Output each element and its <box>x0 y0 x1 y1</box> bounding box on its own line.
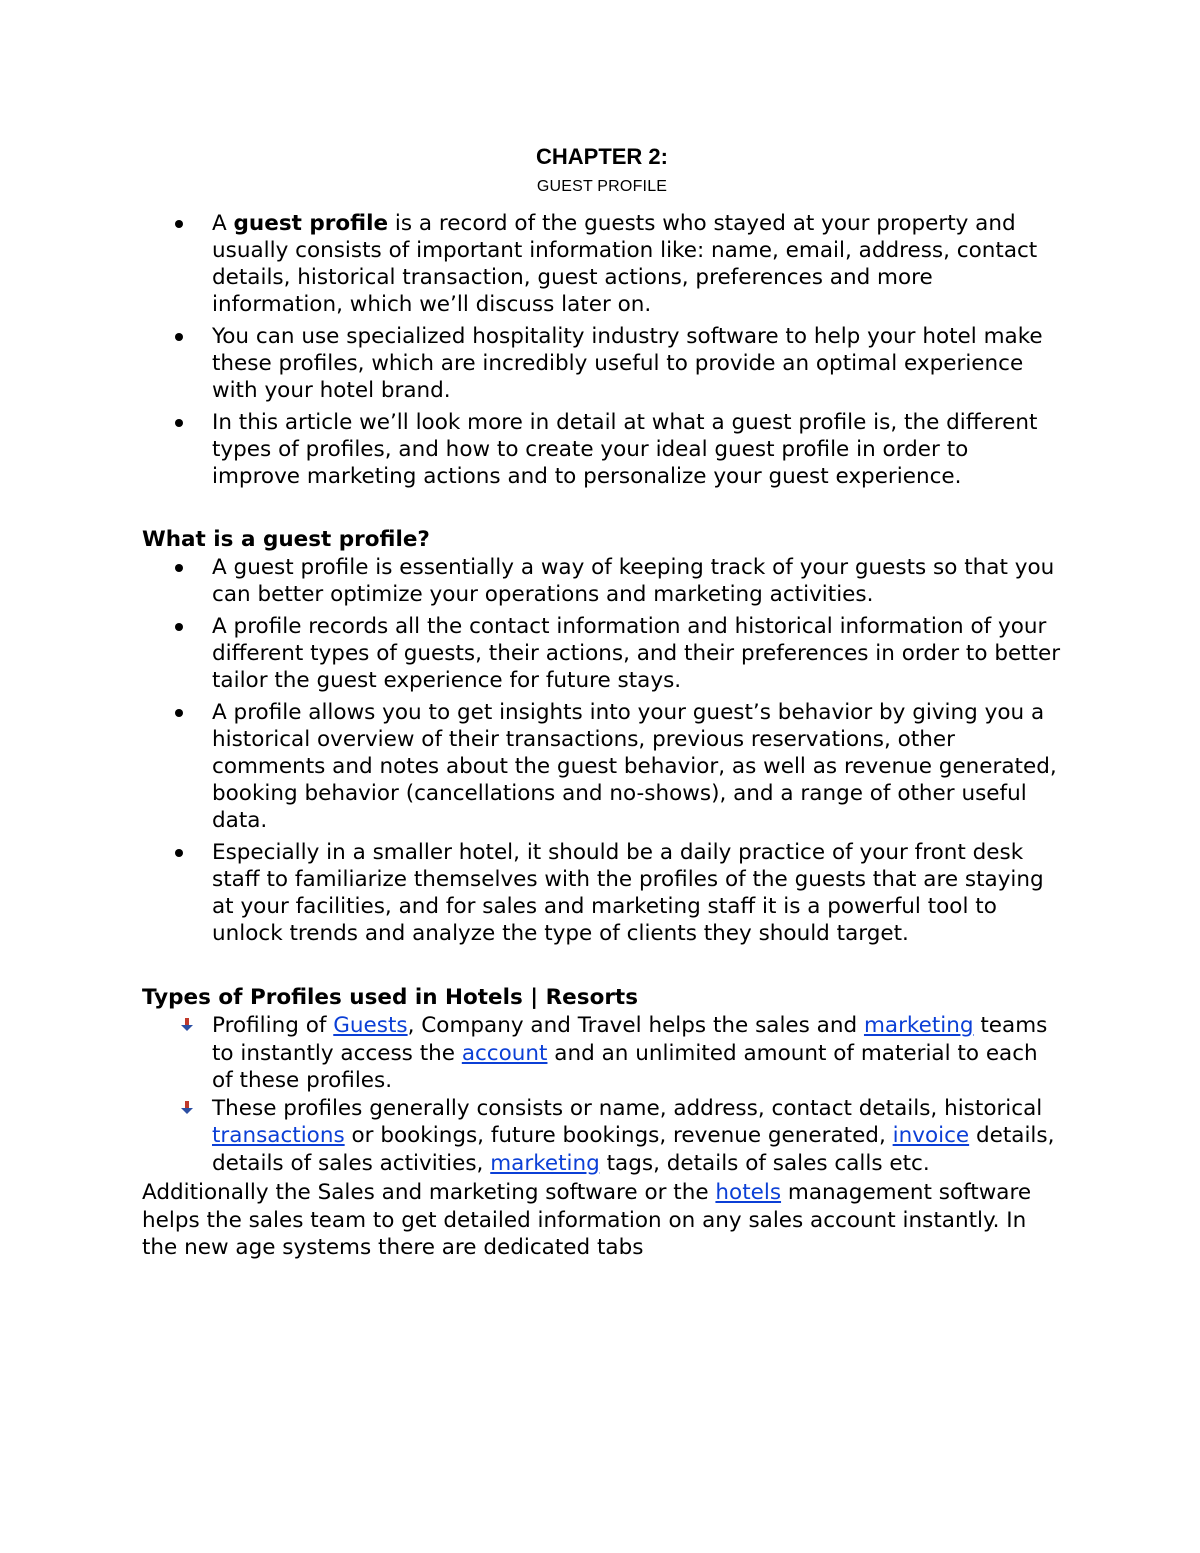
list-item-text: and an unlimited amount of material to each of these profiles. <box>212 1040 1038 1093</box>
list-item <box>142 409 1062 490</box>
chapter-title: CHAPTER 2: <box>535 144 668 169</box>
chapter-subtitle: GUEST PROFILE <box>536 178 668 195</box>
bullet-dot-icon <box>175 564 183 572</box>
section-heading-types: Types of Profiles used in Hotels | Resorts <box>142 985 639 1010</box>
link-hotels[interactable]: hotels <box>715 1180 782 1205</box>
intro-bullet-list <box>142 210 1062 490</box>
link-invoice[interactable]: invoice <box>892 1123 970 1148</box>
list-item-text: A <box>212 211 234 236</box>
what-bullet-list <box>142 554 1062 947</box>
list-item-text: These profiles generally consists or name, address, contact details, historical <box>212 1095 1043 1121</box>
list-item <box>142 554 1062 608</box>
list-item <box>142 839 1062 947</box>
bullet-dot-icon <box>175 333 183 341</box>
paragraph-text: management software helps the sales team to get detailed information on any sales account instantly. In the new age systems there are dedicated tabs <box>142 1180 1032 1260</box>
list-item-text: Profiling of <box>212 1013 334 1038</box>
link-marketing-tags[interactable]: marketing <box>490 1150 600 1176</box>
closing-paragraph <box>142 1179 1062 1262</box>
list-item-text: A profile records all the contact information and historical information of your different types of guests, their actions, and their preferences in order to better tailor the guest experience for future stays. <box>212 614 1061 693</box>
list-item <box>142 613 1062 694</box>
list-item-text: or bookings, future bookings, revenue generated, <box>344 1123 893 1148</box>
list-item-text: A profile allows you to get insights into your guest’s behavior by giving you a historical overview of their transactions, previous reservations, other comments and notes about the guest behavior, as well as revenue generated, booking behavior (cancellations and no-shows), and a range of other useful data. <box>212 700 1057 833</box>
list-item-text: is a record of the guests who stayed at your property and usually consists of important information like: name, email, address, contact details, historical transaction, guest actions, preferences and more information, which we’ll discuss later on. <box>212 211 1038 317</box>
bullet-dot-icon <box>175 623 183 631</box>
list-item <box>142 210 1062 318</box>
bullet-dot-icon <box>175 709 183 717</box>
link-account[interactable]: account <box>461 1040 548 1066</box>
bullet-dot-icon <box>175 419 183 427</box>
bullet-dot-icon <box>175 849 183 857</box>
list-item-text: Especially in a smaller hotel, it should be a daily practice of your front desk staff to familiarize themselves with the profiles of the guests that are staying at your facilities, and for sales and marketing staff it is a powerful tool to unlock trends and analyze the type of clients they should target. <box>212 840 1044 946</box>
list-item <box>142 699 1062 834</box>
list-item-text: You can use specialized hospitality industry software to help your hotel make these profiles, which are incredibly useful to provide an optimal experience with your hotel brand. <box>212 324 1043 403</box>
list-item <box>142 1095 1062 1178</box>
types-arrow-list <box>142 1012 1062 1177</box>
link-marketing[interactable]: marketing <box>863 1013 974 1038</box>
bullet-dot-icon <box>175 220 183 228</box>
document-page <box>142 140 1062 1262</box>
list-item-text: tags, details of sales calls etc. <box>599 1150 930 1176</box>
arrow-bullet-icon <box>180 1018 194 1032</box>
paragraph-text: Additionally the Sales and marketing software or the <box>142 1180 716 1205</box>
list-item <box>142 323 1062 404</box>
arrow-bullet-icon <box>180 1101 194 1115</box>
list-item-text: In this article we’ll look more in detail at what a guest profile is, the different types of profiles, and how to create your ideal guest profile in order to improve marketing actions and to personalize your guest experience. <box>212 410 1038 489</box>
list-item-text: details, details of sales activities, <box>212 1123 1055 1176</box>
link-transactions[interactable]: transactions <box>212 1123 345 1148</box>
bold-term: guest profile <box>233 211 389 236</box>
list-item-text: , Company and Travel helps the sales and <box>407 1013 864 1038</box>
link-guests[interactable]: Guests <box>333 1013 408 1038</box>
list-item <box>142 1012 1062 1095</box>
list-item-text: teams to instantly access the <box>212 1013 1048 1066</box>
list-item-text: A guest profile is essentially a way of keeping track of your guests so that you can better optimize your operations and marketing activities. <box>212 555 1055 607</box>
section-heading-what: What is a guest profile? <box>142 527 430 552</box>
